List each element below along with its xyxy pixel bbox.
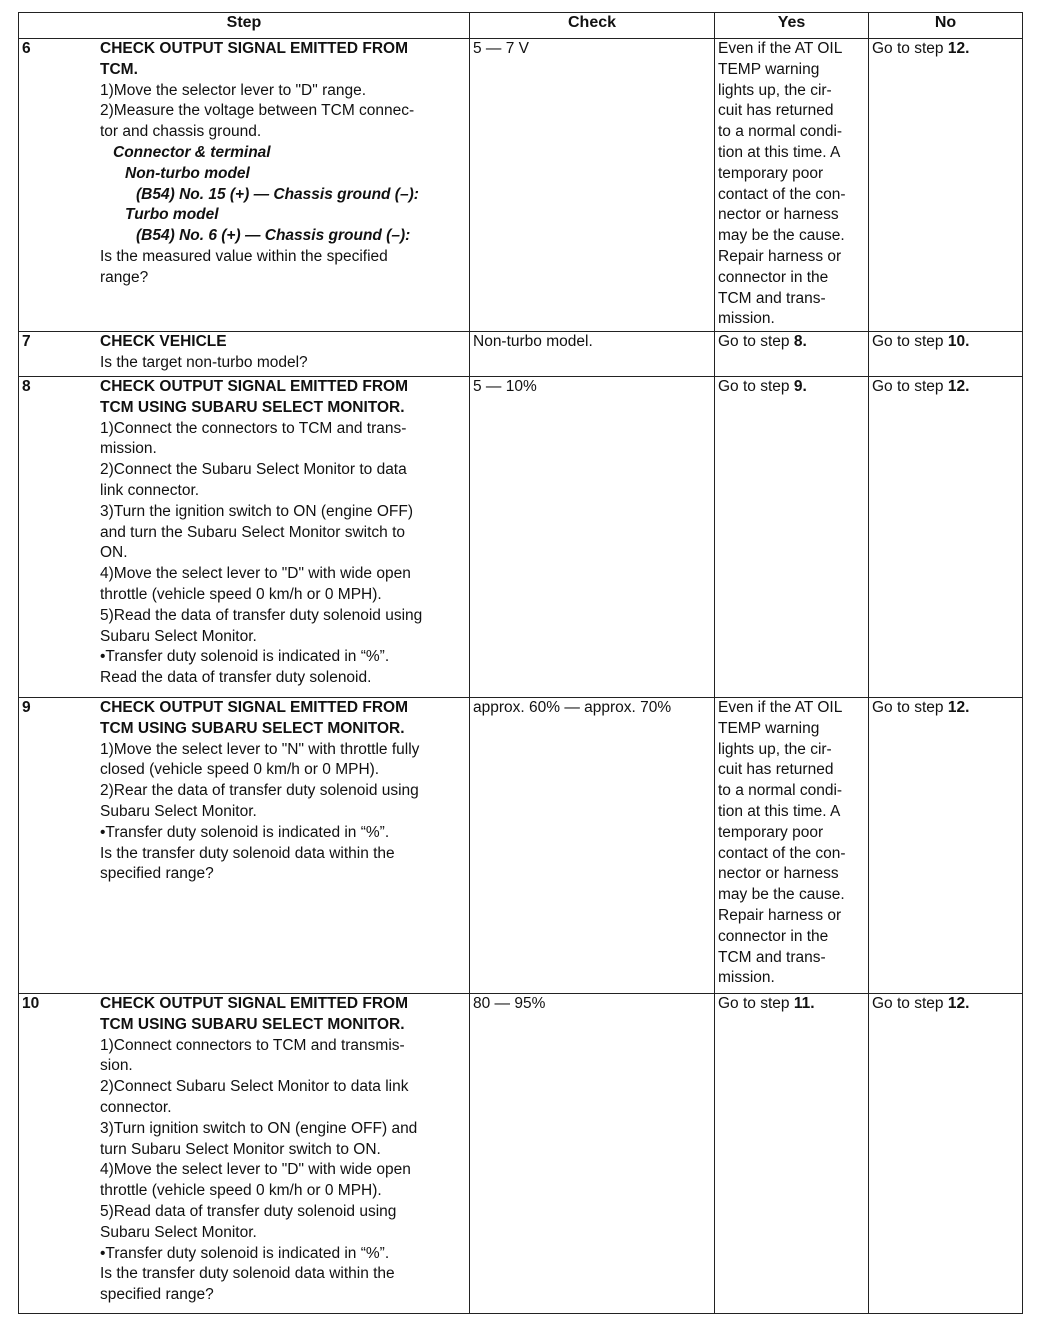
no-prefix: Go to step: [872, 995, 948, 1012]
step-number: 7: [22, 333, 31, 350]
step-text: 3)Turn the ignition switch to ON (engine OFF): [100, 502, 413, 520]
table-row: [19, 698, 1023, 994]
step-text: specified range?: [100, 865, 214, 883]
yes-prefix: Go to step: [718, 333, 794, 350]
yes-text: contact of the con-: [718, 185, 846, 203]
check-cell: approx. 60% — approx. 70%: [470, 698, 715, 994]
yes-cell: [715, 377, 869, 698]
step-title: CHECK OUTPUT SIGNAL EMITTED FROM: [100, 40, 408, 57]
step-text: Is the transfer duty solenoid data within the: [100, 1265, 395, 1283]
step-cell: [19, 994, 470, 1314]
step-text: Connector & terminal: [113, 143, 271, 161]
step-title: TCM USING SUBARU SELECT MONITOR.: [100, 398, 405, 416]
header-step: Step: [19, 13, 470, 39]
step-text: Read the data of transfer duty solenoid.: [100, 669, 372, 687]
step-wrap: [22, 39, 466, 289]
table-row: [19, 39, 1023, 332]
no-cell: [869, 377, 1023, 698]
step-text: mission.: [100, 440, 157, 458]
yes-step-ref: 8.: [793, 333, 807, 350]
table-row: [19, 377, 1023, 698]
yes-cell: [715, 39, 869, 332]
step-text: Non-turbo model: [125, 164, 250, 182]
no-step-ref: 10.: [947, 333, 970, 350]
step-text: and turn the Subaru Select Monitor switch to: [100, 523, 405, 541]
step-text: 3)Turn ignition switch to ON (engine OFF) and: [100, 1119, 418, 1137]
step-title: CHECK VEHICLE: [100, 333, 227, 350]
step-cell: [19, 698, 470, 994]
step-text: (B54) No. 6 (+) — Chassis ground (–):: [136, 227, 411, 245]
step-title: TCM USING SUBARU SELECT MONITOR.: [100, 719, 405, 737]
yes-text: TEMP warning: [718, 719, 820, 737]
yes-text: to a normal condi-: [718, 123, 843, 141]
step-cell: [19, 39, 470, 332]
step-text: Subaru Select Monitor.: [100, 1223, 257, 1241]
step-number: 6: [22, 40, 31, 57]
step-text: 1)Move the selector lever to "D" range.: [100, 81, 367, 99]
no-prefix: Go to step: [872, 333, 948, 350]
step-text: 2)Rear the data of transfer duty solenoid using: [100, 782, 419, 800]
no-prefix: Go to step: [872, 378, 948, 395]
step-text: •Transfer duty solenoid is indicated in “%”.: [100, 823, 390, 841]
yes-prefix: Go to step: [718, 995, 794, 1012]
yes-text: temporary poor: [718, 823, 824, 841]
yes-prefix: Go to step: [718, 378, 794, 395]
yes-step-ref: 11.: [793, 995, 815, 1012]
step-text: tor and chassis ground.: [100, 123, 262, 141]
step-text: connector.: [100, 1098, 172, 1116]
step-text: range?: [100, 268, 149, 286]
no-prefix: Go to step: [872, 40, 948, 57]
step-text: •Transfer duty solenoid is indicated in “%”.: [100, 648, 390, 666]
yes-text: cuit has returned: [718, 761, 834, 779]
yes-text: cuit has returned: [718, 102, 834, 120]
step-title: CHECK OUTPUT SIGNAL EMITTED FROM: [100, 699, 408, 716]
yes-text: Repair harness or: [718, 247, 842, 265]
table-row: [19, 994, 1023, 1314]
yes-text: contact of the con-: [718, 844, 846, 862]
no-cell: [869, 39, 1023, 332]
step-title: CHECK OUTPUT SIGNAL EMITTED FROM: [100, 995, 408, 1012]
yes-step-ref: 9.: [793, 378, 807, 395]
step-body: [100, 698, 466, 885]
yes-text: tion at this time. A: [718, 143, 841, 161]
header-check: Check: [470, 13, 715, 39]
yes-text: nector or harness: [718, 865, 839, 883]
header-yes: Yes: [715, 13, 869, 39]
table-body: [19, 39, 1023, 1314]
no-step-ref: 12.: [947, 995, 970, 1012]
step-text: turn Subaru Select Monitor switch to ON.: [100, 1140, 381, 1158]
yes-cell: [715, 332, 869, 377]
no-cell: [869, 698, 1023, 994]
step-body: [100, 332, 466, 374]
step-text: 2)Connect the Subaru Select Monitor to data: [100, 461, 407, 479]
yes-text: tion at this time. A: [718, 802, 841, 820]
step-text: 1)Connect connectors to TCM and transmis-: [100, 1036, 405, 1054]
step-text: (B54) No. 15 (+) — Chassis ground (–):: [136, 185, 419, 203]
step-text: 5)Read data of transfer duty solenoid using: [100, 1202, 397, 1220]
step-wrap: [22, 377, 466, 689]
step-number: 10: [22, 995, 40, 1012]
yes-text: mission.: [718, 969, 775, 987]
diagnostic-table: [18, 12, 1023, 1314]
yes-text: connector in the: [718, 927, 829, 945]
no-cell: [869, 332, 1023, 377]
yes-text: mission.: [718, 310, 775, 328]
yes-text: lights up, the cir-: [718, 740, 832, 758]
step-text: Turbo model: [125, 206, 219, 224]
diagnostic-sheet: [18, 12, 1022, 1314]
step-number: 9: [22, 699, 31, 716]
step-text: closed (vehicle speed 0 km/h or 0 MPH).: [100, 761, 380, 779]
yes-text: nector or harness: [718, 206, 839, 224]
step-text: 4)Move the select lever to "D" with wide open: [100, 1161, 411, 1179]
step-text: 1)Move the select lever to "N" with throttle fully: [100, 740, 420, 758]
yes-text: Repair harness or: [718, 906, 842, 924]
step-text: Is the target non-turbo model?: [100, 353, 308, 371]
yes-cell: [715, 994, 869, 1314]
check-cell: 5 — 10%: [470, 377, 715, 698]
step-wrap: [22, 332, 466, 374]
yes-text: may be the cause.: [718, 886, 845, 904]
step-cell: [19, 377, 470, 698]
step-text: Subaru Select Monitor.: [100, 627, 257, 645]
step-text: 2)Measure the voltage between TCM connec-: [100, 102, 415, 120]
no-step-ref: 12.: [947, 378, 970, 395]
step-number: 8: [22, 378, 31, 395]
yes-text: TCM and trans-: [718, 289, 826, 307]
step-title: CHECK OUTPUT SIGNAL EMITTED FROM: [100, 378, 408, 395]
yes-text: TCM and trans-: [718, 948, 826, 966]
step-text: link connector.: [100, 481, 200, 499]
yes-text: lights up, the cir-: [718, 81, 832, 99]
no-prefix: Go to step: [872, 699, 948, 716]
check-cell: Non-turbo model.: [470, 332, 715, 377]
step-cell: [19, 332, 470, 377]
step-text: sion.: [100, 1057, 133, 1075]
yes-text: Even if the AT OIL: [718, 40, 843, 57]
yes-text: TEMP warning: [718, 60, 820, 78]
step-text: throttle (vehicle speed 0 km/h or 0 MPH).: [100, 1182, 382, 1200]
header-row: [19, 13, 1023, 39]
yes-cell: [715, 698, 869, 994]
no-step-ref: 12.: [947, 40, 970, 57]
header-no: No: [869, 13, 1023, 39]
step-text: Is the transfer duty solenoid data within the: [100, 844, 395, 862]
step-text: 5)Read the data of transfer duty solenoid using: [100, 606, 423, 624]
step-body: [100, 994, 466, 1306]
step-title: TCM USING SUBARU SELECT MONITOR.: [100, 1015, 405, 1033]
step-text: 4)Move the select lever to "D" with wide open: [100, 565, 411, 583]
step-text: ON.: [100, 544, 128, 562]
check-cell: 80 — 95%: [470, 994, 715, 1314]
yes-text: may be the cause.: [718, 227, 845, 245]
step-title: TCM.: [100, 60, 138, 78]
step-text: throttle (vehicle speed 0 km/h or 0 MPH).: [100, 585, 382, 603]
step-text: 1)Connect the connectors to TCM and trans-: [100, 419, 407, 437]
step-wrap: [22, 698, 466, 885]
step-wrap: [22, 994, 466, 1306]
step-text: Subaru Select Monitor.: [100, 802, 257, 820]
yes-text: connector in the: [718, 268, 829, 286]
step-text: 2)Connect Subaru Select Monitor to data link: [100, 1078, 409, 1096]
no-cell: [869, 994, 1023, 1314]
step-text: •Transfer duty solenoid is indicated in “%”.: [100, 1244, 390, 1262]
table-row: [19, 332, 1023, 377]
step-body: [100, 39, 466, 289]
yes-text: Even if the AT OIL: [718, 699, 843, 716]
no-step-ref: 12.: [947, 699, 970, 716]
step-body: [100, 377, 466, 689]
step-text: specified range?: [100, 1286, 214, 1304]
yes-text: to a normal condi-: [718, 782, 843, 800]
check-cell: 5 — 7 V: [470, 39, 715, 332]
yes-text: temporary poor: [718, 164, 824, 182]
step-text: Is the measured value within the specified: [100, 247, 388, 265]
